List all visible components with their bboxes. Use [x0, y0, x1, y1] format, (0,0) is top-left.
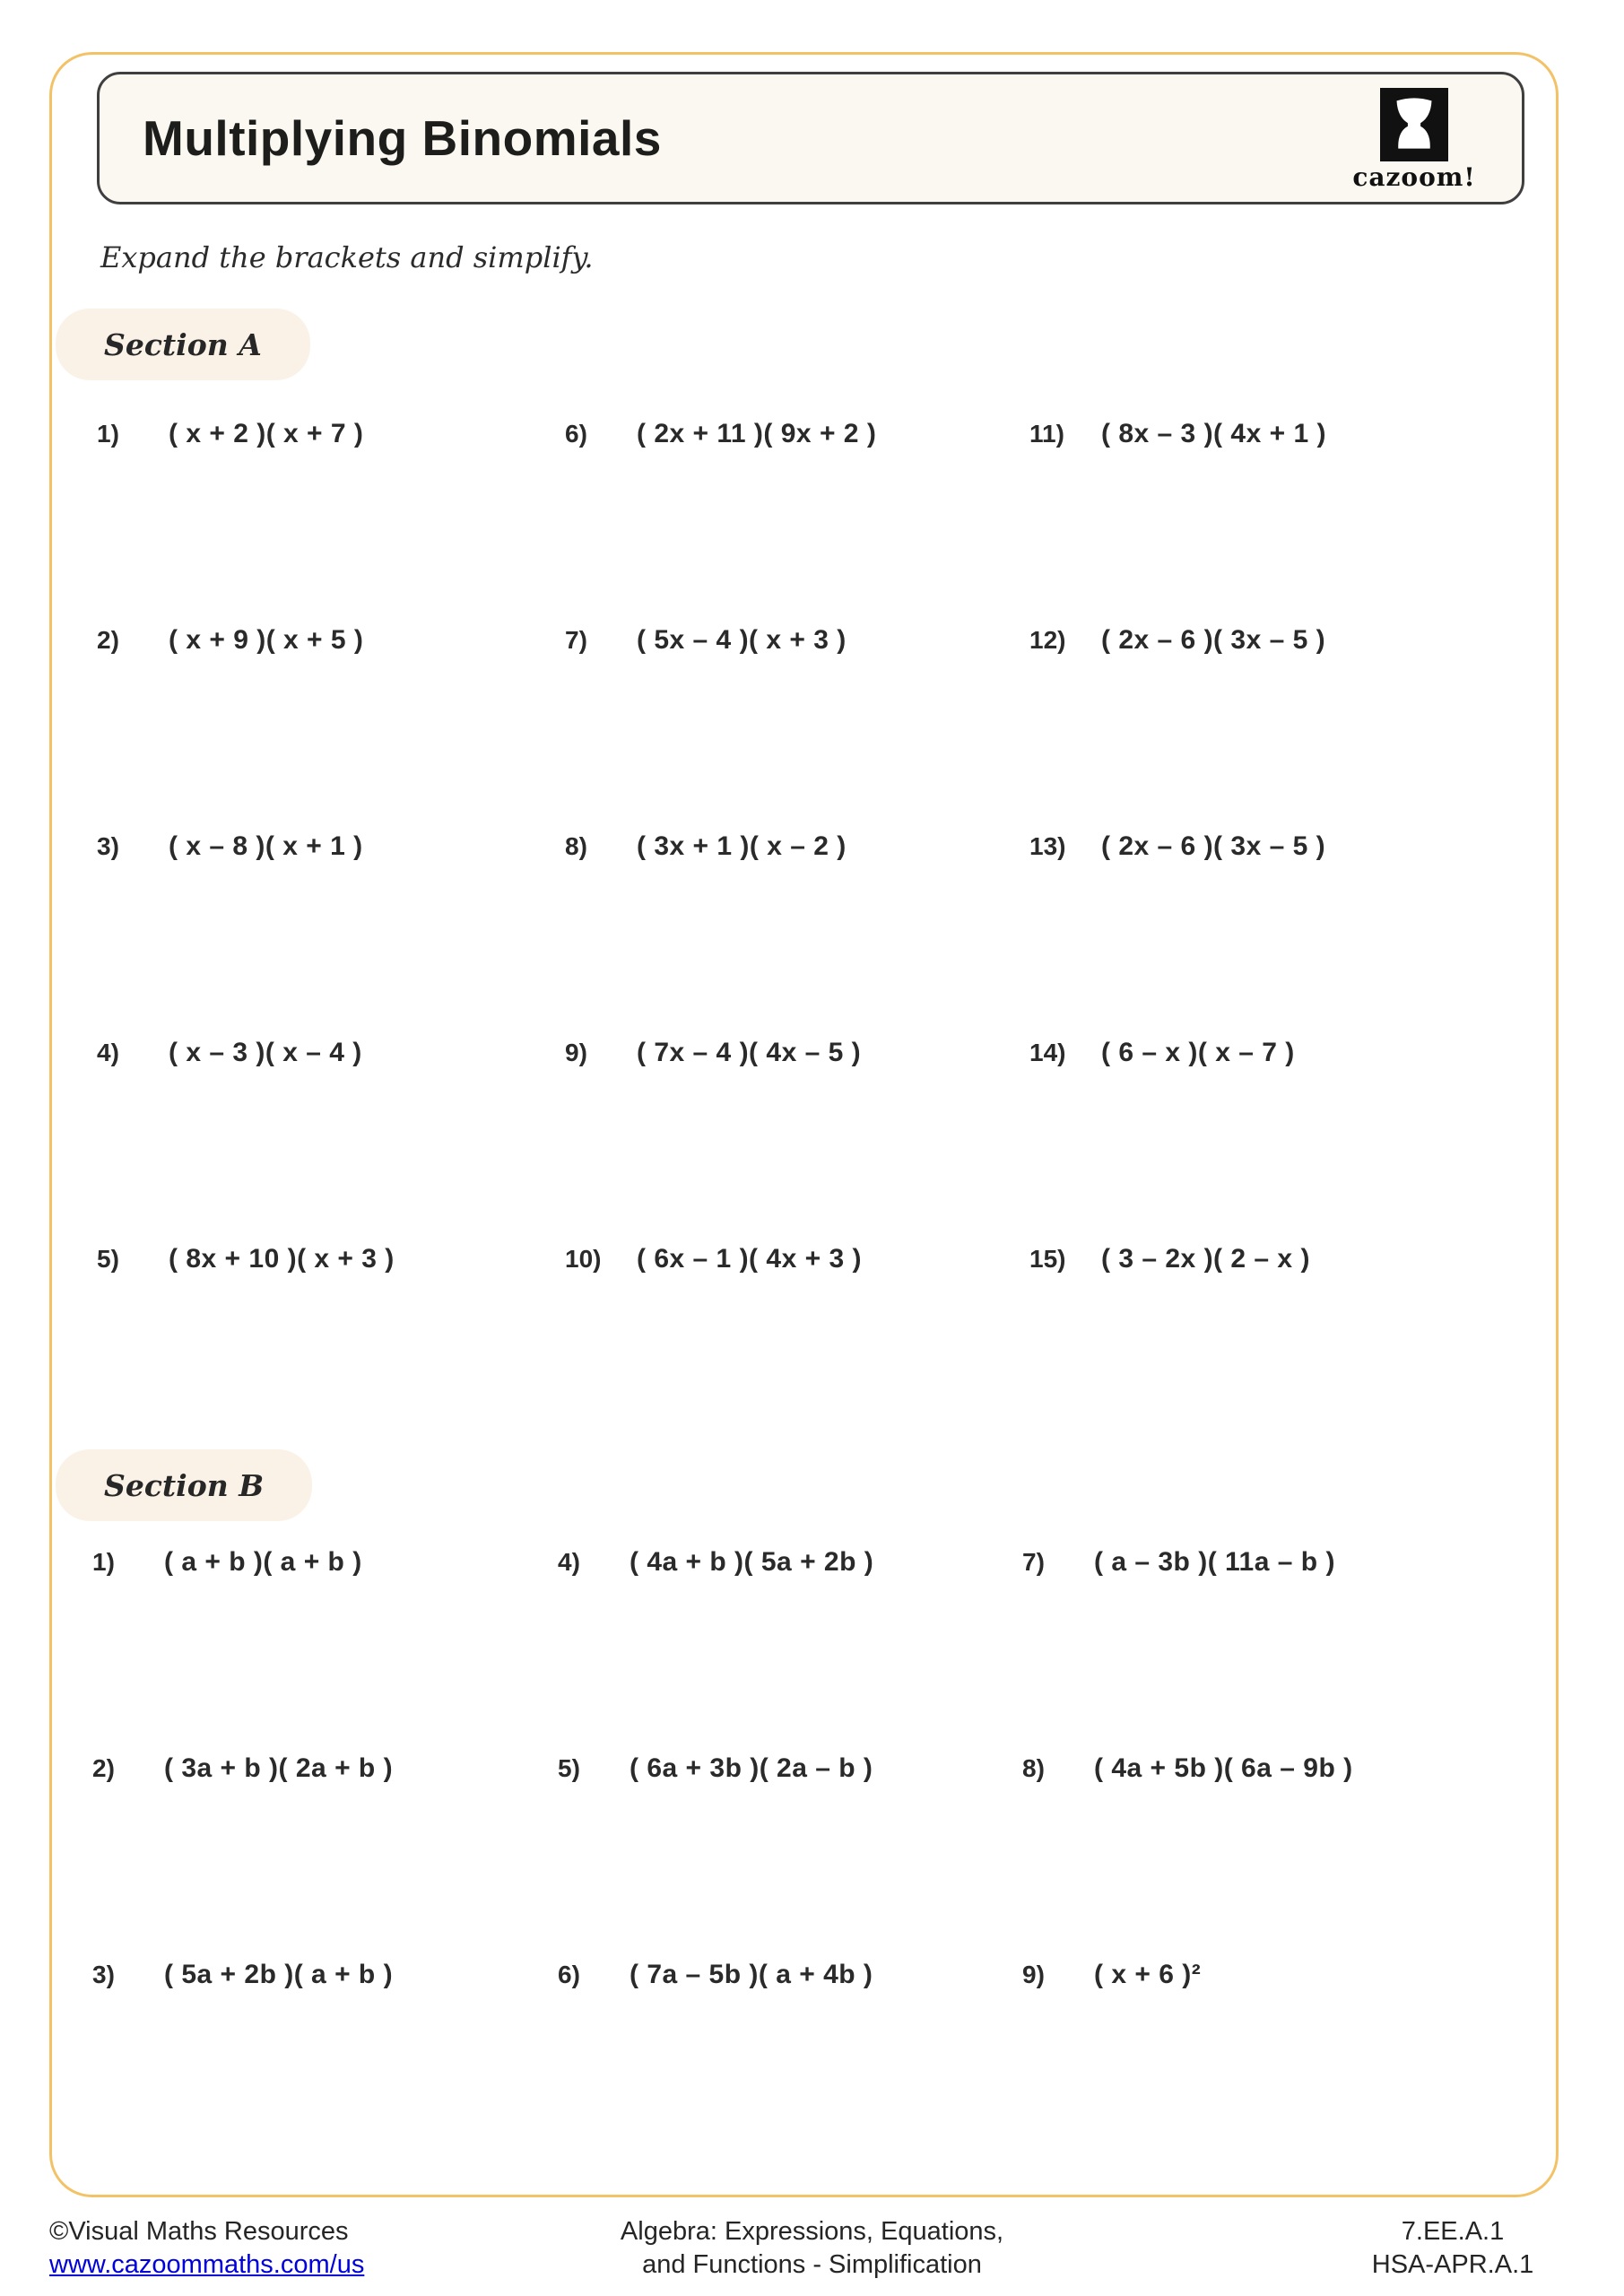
section-b-label: Section B [104, 1467, 265, 1503]
problem-expression: ( x + 6 )² [1094, 1960, 1202, 1989]
problem-number: 12) [1029, 626, 1066, 654]
problem-number: 4) [558, 1548, 580, 1576]
copyright-text: ©Visual Maths Resources [49, 2217, 349, 2246]
problem-expression: ( 8x + 10 )( x + 3 ) [169, 1244, 395, 1274]
drum-icon [1380, 88, 1448, 161]
problem-number: 3) [97, 832, 119, 860]
problem-number: 7) [565, 626, 587, 654]
problem-a12 [1029, 625, 1325, 656]
problem-number: 10) [565, 1245, 602, 1273]
section-b-header [56, 1449, 312, 1521]
problem-a8 [565, 831, 847, 862]
problem-expression: ( 6a + 3b )( 2a – b ) [630, 1753, 873, 1783]
problem-number: 1) [92, 1548, 115, 1576]
problem-number: 9) [565, 1039, 587, 1066]
logo-wordmark: cazoom! [1352, 162, 1476, 192]
instruction-text: Expand the brackets and simplify. [100, 240, 594, 274]
problem-expression: ( 3x + 1 )( x – 2 ) [637, 831, 847, 861]
problem-expression: ( x + 9 )( x + 5 ) [169, 625, 364, 655]
problem-b3 [92, 1960, 393, 1990]
footer-attribution [49, 2215, 364, 2282]
topic-line-1: Algebra: Expressions, Equations, [620, 2217, 1004, 2246]
standard-code-2: HSA-APR.A.1 [1371, 2250, 1534, 2279]
problem-b8 [1022, 1753, 1353, 1784]
problem-number: 9) [1022, 1961, 1045, 1988]
problem-expression: ( 3a + b )( 2a + b ) [164, 1753, 394, 1783]
problem-expression: ( a + b )( a + b ) [164, 1547, 362, 1577]
problem-number: 4) [97, 1039, 119, 1066]
problem-expression: ( 4a + b )( 5a + 2b ) [630, 1547, 874, 1577]
problem-expression: ( 2x + 11 )( 9x + 2 ) [637, 419, 877, 448]
problem-expression: ( 7a – 5b )( a + 4b ) [630, 1960, 873, 1989]
cazoom-link[interactable]: www.cazoommaths.com/us [49, 2250, 365, 2279]
problem-b1 [92, 1547, 362, 1578]
problem-expression: ( 4a + 5b )( 6a – 9b ) [1094, 1753, 1353, 1783]
problem-a7 [565, 625, 847, 656]
section-a-header [56, 309, 310, 380]
problem-expression: ( 2x – 6 )( 3x – 5 ) [1101, 625, 1326, 655]
problem-expression: ( 5x – 4 )( x + 3 ) [637, 625, 847, 655]
problem-b9 [1022, 1960, 1201, 1990]
problem-expression: ( x – 3 )( x – 4 ) [169, 1038, 362, 1067]
problem-expression: ( a – 3b )( 11a – b ) [1094, 1547, 1335, 1577]
problem-expression: ( x – 8 )( x + 1 ) [169, 831, 363, 861]
problem-number: 3) [92, 1961, 115, 1988]
problem-b2 [92, 1753, 393, 1784]
cazoom-logo [1342, 88, 1486, 192]
footer-topic [621, 2215, 1003, 2282]
page-title: Multiplying Binomials [143, 110, 662, 166]
problem-number: 5) [97, 1245, 119, 1273]
problem-b7 [1022, 1547, 1335, 1578]
problem-expression: ( 3 – 2x )( 2 – x ) [1101, 1244, 1310, 1274]
problem-a14 [1029, 1038, 1295, 1068]
standard-code-1: 7.EE.A.1 [1401, 2217, 1505, 2246]
problem-a3 [97, 831, 363, 862]
problem-number: 2) [97, 626, 119, 654]
problem-expression: ( 5a + 2b )( a + b ) [164, 1960, 394, 1989]
title-box [97, 72, 1524, 204]
problem-expression: ( 8x – 3 )( 4x + 1 ) [1101, 419, 1326, 448]
problem-number: 6) [558, 1961, 580, 1988]
problem-number: 2) [92, 1754, 115, 1782]
problem-expression: ( 7x – 4 )( 4x – 5 ) [637, 1038, 862, 1067]
problem-number: 8) [1022, 1754, 1045, 1782]
problem-number: 11) [1029, 420, 1064, 448]
section-a-label: Section A [104, 326, 262, 362]
footer-standards [1345, 2215, 1560, 2282]
problem-a15 [1029, 1244, 1310, 1274]
problem-b5 [558, 1753, 873, 1784]
problem-a13 [1029, 831, 1325, 862]
problem-a1 [97, 419, 363, 449]
problem-number: 13) [1029, 832, 1066, 860]
problem-number: 6) [565, 420, 587, 448]
problem-b6 [558, 1960, 873, 1990]
problem-a2 [97, 625, 363, 656]
problem-expression: ( 6 – x )( x – 7 ) [1101, 1038, 1295, 1067]
problem-number: 14) [1029, 1039, 1066, 1066]
problem-number: 5) [558, 1754, 580, 1782]
problem-expression: ( 6x – 1 )( 4x + 3 ) [637, 1244, 862, 1274]
problem-a11 [1029, 419, 1326, 449]
topic-line-2: and Functions - Simplification [642, 2250, 982, 2279]
problem-a5 [97, 1244, 395, 1274]
problem-a4 [97, 1038, 362, 1068]
problem-a9 [565, 1038, 861, 1068]
problem-expression: ( 2x – 6 )( 3x – 5 ) [1101, 831, 1326, 861]
problem-a10 [565, 1244, 862, 1274]
problem-number: 7) [1022, 1548, 1045, 1576]
problem-number: 8) [565, 832, 587, 860]
problem-expression: ( x + 2 )( x + 7 ) [169, 419, 364, 448]
problem-a6 [565, 419, 876, 449]
problem-number: 1) [97, 420, 119, 448]
problem-number: 15) [1029, 1245, 1066, 1273]
problem-b4 [558, 1547, 873, 1578]
